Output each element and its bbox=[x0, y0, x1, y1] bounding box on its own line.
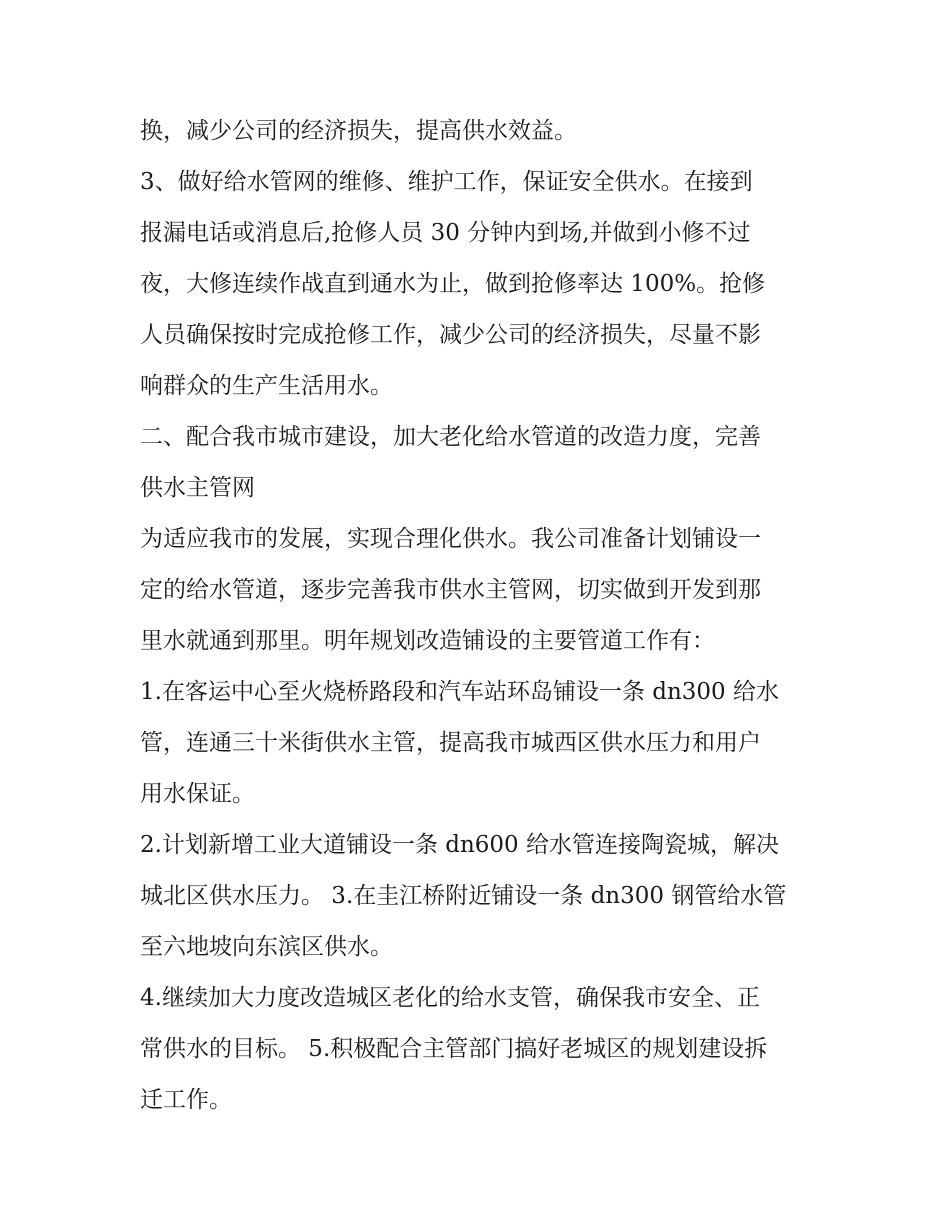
text-line: 人员确保按时完成抢修工作，减少公司的经济损失，尽量不影 bbox=[140, 322, 761, 348]
list-item: 2.计划新增工业大道铺设一条 dn600 给水管连接陶瓷城，解决 bbox=[140, 832, 780, 858]
list-item: 用水保证。 bbox=[140, 781, 255, 807]
section-heading: 二、配合我市城市建设，加大老化给水管道的改造力度，完善 bbox=[140, 424, 761, 450]
text-line: 响群众的生产生活用水。 bbox=[140, 373, 393, 399]
text-line: 为适应我市的发展，实现合理化供水。我公司准备计划铺设一 bbox=[140, 526, 761, 552]
text-line: 夜，大修连续作战直到通水为止，做到抢修率达 100%。抢修 bbox=[140, 271, 766, 297]
section-heading: 供水主管网 bbox=[140, 475, 255, 501]
text-line: 换，减少公司的经济损失，提高供水效益。 bbox=[140, 118, 577, 144]
list-item: 1.在客运中心至火烧桥路段和汽车站环岛铺设一条 dn300 给水 bbox=[140, 679, 780, 705]
list-item: 4.继续加大力度改造城区老化的给水支管，确保我市安全、正 bbox=[140, 985, 760, 1011]
list-item: 至六地坡向东滨区供水。 bbox=[140, 934, 393, 960]
list-item: 管，连通三十米街供水主管，提高我市城西区供水压力和用户 bbox=[140, 730, 761, 756]
text-line: 报漏电话或消息后,抢修人员 30 分钟内到场,并做到小修不过 bbox=[140, 220, 751, 246]
text-line: 3、做好给水管网的维修、维护工作，保证安全供水。在接到 bbox=[140, 169, 753, 195]
body-text bbox=[140, 106, 820, 1126]
list-item: 常供水的目标。 5.积极配合主管部门搞好老城区的规划建设拆 bbox=[140, 1036, 768, 1062]
text-line: 定的给水管道，逐步完善我市供水主管网，切实做到开发到那 bbox=[140, 577, 761, 603]
text-line: 里水就通到那里。明年规划改造铺设的主要管道工作有： bbox=[140, 628, 715, 654]
list-item: 迁工作。 bbox=[140, 1087, 232, 1113]
list-item: 城北区供水压力。 3.在圭江桥附近铺设一条 dn300 钢管给水管 bbox=[140, 883, 787, 909]
